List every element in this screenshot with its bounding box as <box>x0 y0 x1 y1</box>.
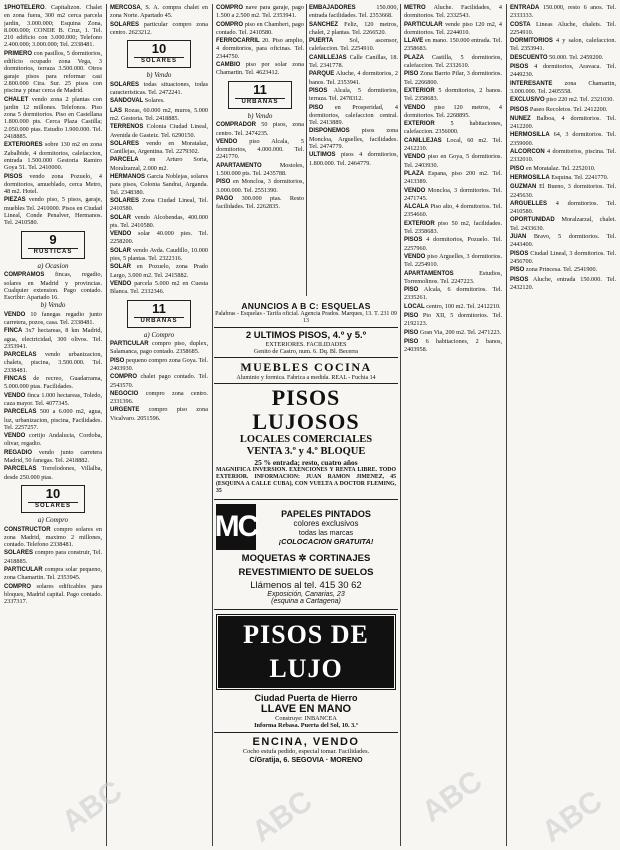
section-number: 11 <box>253 81 267 97</box>
classified-ad: PUERTA Sol, ascensor, calefaccion. Tel. 2254910. <box>309 37 398 53</box>
classified-ad: FINCAS de recreo, Guadarrama, 5.000.000 ptas. Facilidades. <box>4 375 102 391</box>
classified-ad: PISOS Aluche, entrada 150.000. Tel. 2432120. <box>510 275 616 291</box>
classified-ad: HERMANOS Garcia Noblejas, solares para pisos, Colonia Sandrai, Arganda. Tel. 2348380. <box>110 173 208 196</box>
classified-ad: SOLARES vendo en Moratalaz, Canillejas, Argentina. Tel. 2279302. <box>110 139 208 156</box>
section-number: 10 <box>151 41 167 57</box>
section-box-urbanas <box>228 81 292 109</box>
column-2 <box>110 4 208 849</box>
ad-text: Cocho estufa pedido, especial tomar. Facilidades. <box>242 748 370 755</box>
col4-list <box>309 4 398 167</box>
classified-ad: PIEZAS vendo piso, 5 pisos, garaje, muebles Tel. 2410000. Pisos en Ciudad Lineal, Conde Penalver, Hermanos. Tel. 2410580. <box>4 196 102 227</box>
classified-ad: JUAN Bravo, 5 dormitorios. Tel. 2443400. <box>510 233 616 249</box>
ad-line: 25 % entrada; resto, cuatro años <box>254 458 358 467</box>
classified-ad: COSTA Lineas Aluche, chalets. Tel. 2254910. <box>510 20 616 36</box>
ad-text: Genito de Castro, num. 6. Dq. Bl. Becerra <box>253 348 359 355</box>
classified-ad: SOLARES Zona Ciudad Lineal, Tel. 2410580. <box>110 196 208 213</box>
ad-line: todas las marcas <box>298 527 354 537</box>
ad-phone: Llámenos al tel. 415 30 62 <box>250 580 362 591</box>
ad-encina <box>214 733 398 767</box>
classified-ad: SOLARES compro para construir, Tel. 2418885. <box>4 549 102 565</box>
watermark: ABC <box>536 784 609 849</box>
section-number: 11 <box>152 300 166 316</box>
classified-ad: PISO en Moratalaz. Tel. 2252010. <box>510 164 596 172</box>
classified-ad: b) Vendo <box>247 111 273 120</box>
classified-ad: PARCELAS 500 a 6.000 m2, agua, luz, urbanizacion, piscina, Facilidades. Tel. 2257257. <box>4 408 102 431</box>
classified-ad: VENDO Moncloa, 3 dormitorios. Tel. 2471745. <box>404 186 502 202</box>
classified-ad: EXTERIOR 5 dormitorios, 2 banos. Tel. 2358683. <box>404 86 502 103</box>
col3-urbanas-list <box>216 113 304 211</box>
col6-list <box>510 4 616 291</box>
ad-headline: ENCINA, VENDO <box>252 736 360 748</box>
section-box-solares <box>127 40 191 68</box>
column-3 <box>216 4 304 296</box>
classified-ad: ALCORCON 4 dormitorios, piscina. Tel. 2332010. <box>510 148 616 164</box>
classified-ad: COMPRO piso en Chamberi, pago contado. Tel. 2410580. <box>216 20 304 36</box>
ad-headline: 2 ULTIMOS PISOS, 4.º y 5.º <box>245 330 367 341</box>
ad-ultimos-pisos <box>214 328 398 358</box>
classified-ad: COMPRO nave para garaje, pago 1.500 a 2.500 m2. Tel. 2353941. <box>216 4 304 20</box>
section-box-solares <box>21 485 85 513</box>
classified-ad: SOLAR vendo Alcobendas, 400.000 pts. Tel. 2410580. <box>110 213 208 229</box>
ad-line: REVESTIMIENTO DE SUELOS <box>238 567 374 578</box>
col2-top-list <box>110 4 208 36</box>
watermark: ABC <box>416 764 489 829</box>
classified-ad: MERCOSA, S. A. compra chalet en zona Norte. Apartado 45. <box>110 4 208 20</box>
column-divider <box>106 4 107 846</box>
classified-ad: METRO Aluche. Facilidades, 4 dormitorios. Tel. 2332543. <box>404 4 502 20</box>
classified-ad: PARQUE Aluche, 4 dormitorios, 2 banos. Tel. 2353941. <box>309 70 398 86</box>
classified-ad: PARTICULAR vende piso 120 m2, 4 dormitorios. Tel. 2244010. <box>404 20 502 36</box>
classified-ad: APARTAMENTO Mostoles, 1.500.000 pts. Tel. 2435788. <box>216 161 304 178</box>
classified-ad: PISOS vendo zona Pozuelo, 4 dormitorios, amueblado, cerca Metro, 48 m2. Hotel. <box>4 172 102 196</box>
classified-ad: CANILLEJAS Calle Canillas, 18. Tel. 2341778. <box>309 53 398 70</box>
classified-ad: URGENTE compro piso zona Vicalvaro. 2051596. <box>110 406 208 422</box>
classified-ad: VENDO piso Arguelles, 3 dormitorios. Tel. 2254910. <box>404 252 502 269</box>
ad-line: MOQUETAS ✲ CORTINAJES <box>241 553 371 564</box>
classified-ad: VENDO cortijo Andalucia, Cordoba, olivar, regadio. <box>4 432 102 448</box>
classified-ad: DORMITORIOS 4 y salon, calefaccion. Tel. 2353941. <box>510 37 616 53</box>
classified-ad: EXTERIORES sobre 130 m2 en zona Zabalbide, 4 dormitorios, calefaccion, entrada 1.500.000 Gestoria Ramiro Goya 51. Tel. 2410000. <box>4 141 102 172</box>
classified-ad: HERMOSILLA 64, 3 dormitorios. Tel. 2359000. <box>510 131 616 147</box>
classified-ad: ALCALA Piso alto, 4 dormitorios. Tel. 2354660. <box>404 203 502 219</box>
classified-ad: VENDO 10 fanegas regadio junto carretera, pozos, casa. Tel. 2338481. <box>4 310 102 326</box>
classified-ad: PISOS Ciudad Lineal, 3 dormitorios. Tel. 2456700. <box>510 249 616 265</box>
section-number: 9 <box>49 231 57 247</box>
classified-ad: PISO zona Princesa. Tel. 2541900. <box>510 266 598 274</box>
section-label: SOLARES <box>28 502 78 510</box>
column-1 <box>4 4 102 849</box>
ad-pisos-lujosos <box>214 384 398 500</box>
classified-ad: SOLAR vendo Avda. Caudillo, 10.000 pies, 5 plantas. Tel. 2322316. <box>110 246 208 263</box>
ad-address: (esquina a Cartagena) <box>271 598 341 605</box>
classified-ad: PARCELAS Torrelodones, Villalba, desde 250.000 ptas. <box>4 465 102 481</box>
col3-top-list <box>216 4 304 77</box>
classified-ad: EXTERIOR piso 50 m2, facilidades. Tel. 2358683. <box>404 219 502 236</box>
section-number: 10 <box>45 485 61 501</box>
classified-ad: COMPRADOR 50 pisos, zona centro. Tel. 2474235. <box>216 121 304 137</box>
classified-ad: HERMOSILLA Esquina. Tel. 2241770. <box>510 173 609 181</box>
ad-mc-header <box>216 504 396 550</box>
classified-ad: b) Vendo <box>146 71 172 80</box>
ad-headline: MUEBLES COCINA <box>240 360 372 374</box>
classified-ad: VENDO finca 1.000 hectareas, Toledo, caza mayor. Tel. 4077345. <box>4 391 102 407</box>
classified-ad: SANCHEZ Feliz, 120 metros, chalet, 2 plantas. Tel. 2266520. <box>309 20 398 36</box>
column-4 <box>309 4 398 296</box>
classified-ad: PRIMERO con pasillos, 5 dormitorios, edificio ocupado zona Vega, 3 dormitorios, terraza 3.500.000. Otros garaje pisos para reformar casi 2.800.000 Ctra. Sur. 25 pisos con piscina y pinar cerca de Madrid. <box>4 49 102 95</box>
classified-ad: PISOS Paseo Recoletos. Tel. 2412200. <box>510 105 608 113</box>
classified-ad: NUNEZ Balboa, 4 dormitorios. Tel. 2412200. <box>510 114 616 131</box>
classified-ad: PLAZA Castilla, 5 dormitorios, calefaccion. Tel. 2332610. <box>404 53 502 70</box>
classified-ad: LAS Rozas, 60.000 m2, muros, 5.000 m2. Gestoria. Tel. 2418885. <box>110 106 208 122</box>
classified-ad: a) Ocasion <box>37 261 69 270</box>
classified-ad: PISO Pio XII, 5 dormitorios. Tel. 2192123. <box>404 311 502 328</box>
column-divider <box>506 4 507 846</box>
classified-ad: PISO 6 habitaciones, 2 banos, 2403958. <box>404 337 502 354</box>
classified-ad: PISO en Moncloa, 3 dormitorios, 3.000.000. Tel. 2551390. <box>216 178 304 194</box>
classified-ad: INTERESANTE zona Chamartin, 3.000.000. Tel. 2405558. <box>510 79 616 95</box>
classified-ad: CHALET vendo zona 2 plantas con jardin 12 millones. Telefonos. Piso zona 5 dormitorios. Piso en Castellana 1.800.000 pts. Cerca Plaza Castilla; 2.050.000 ptas. Estudio 1.900.000. Tel. 2418885. <box>4 95 102 141</box>
ad-text: Aluminio y formica. Fabrica a medida. REAL - Fuchia 14 <box>236 375 376 381</box>
classified-ad: COMPRAMOS fincas, regadio, solares en Madrid y provincias. Cualquier extension. Pago contado. Escribir: Apartado 16. <box>4 271 102 302</box>
col1-rusticas-list <box>4 263 102 481</box>
ad-line: LLAVE EN MANO <box>260 703 352 715</box>
mc-logo: MC <box>216 504 256 550</box>
ad-line: LOCALES COMERCIALES <box>239 434 373 445</box>
classified-ad: 1PHOTELERO. Capitalizon. Chalet en zona fuera, 300 m2 cerca parcela jardin, 3.000.000; Esquina Zona, 8.000.000; CONDE B. Cruz, 1. Tel. 210 edificio con 3.000.000; Telefono 2.400.000; 3.000.000; Tel. 2338481. <box>4 4 102 49</box>
ad-headline: PISOS LUJOSOS <box>252 385 360 434</box>
classified-ad: FERROCARRIL 20. Piso amplio, 4 dormitorios, para oficinas. Tel. 2344750. <box>216 37 304 60</box>
classified-ad: LOCAL centro, 100 m2. Tel. 2412210. <box>404 302 501 310</box>
ad-text: C/Gratija, 6. SEGOVIA · MORENO <box>249 755 363 764</box>
section-label: URBANAS <box>235 98 285 106</box>
ad-papeles-pintados <box>214 500 398 610</box>
classified-ad: ARGUELLES 4 dormitorios. Tel. 2410580. <box>510 199 616 216</box>
classified-ad: PARCELA en Arturo Soria, Moralzarzal, 2.000 m2. <box>110 156 208 172</box>
classified-ad: PISOS Alcala, 5 dormitorios, terraza. Tel. 2478312. <box>309 86 398 103</box>
ad-line: Construye: INBANCEA <box>275 715 337 722</box>
classified-ad: PISO Alcala, 6 dormitorios. Tel. 2335261. <box>404 286 502 302</box>
display-ads <box>214 300 398 847</box>
classified-ad: b) Vendo <box>40 301 66 310</box>
classified-ad: DESCUENTO 50.000. Tel. 2459200. <box>510 53 604 61</box>
ad-line: Ciudad Puerta de Hierro <box>254 693 358 703</box>
classified-ad: TERRENOS Colonia Ciudad Lineal, Avenida de Gasteiz. Tel. 6290150. <box>110 123 208 139</box>
column-divider <box>212 4 213 846</box>
classified-ad: PARCELAS vendo urbanizacion, chalets, piscina, 3.500.000. Tel. 2338481. <box>4 351 102 374</box>
ad-line: VENTA 3.º y 4.º BLOQUE <box>246 446 366 457</box>
ad-line: ¡COLOCACION GRATUITA! <box>278 536 374 546</box>
watermark: ABC <box>56 774 129 839</box>
classified-ad: COMPRO chalet pago contado. Tel. 2543570. <box>110 373 208 389</box>
col1-solares-list <box>4 517 102 605</box>
classified-ad: PISOS 4 dormitorios, Pozuelo. Tel. 2257960. <box>404 236 502 252</box>
col5-list <box>404 4 502 353</box>
section-label: SOLARES <box>134 57 184 65</box>
classified-ad: PARTICULAR compra solar pequeno, zona Chamartin. Tel. 2353945. <box>4 566 102 582</box>
classified-ad: SOLAR en Pozuelo, zona Prado Largo, 3.000 m2. Tel. 2415882. <box>110 263 208 279</box>
ad-text: Palabras - Esquelas - Tarifa oficial. Agencia Prados. Marques, 13. T. 231 09 13 <box>215 311 397 324</box>
col2-urbanas-list <box>110 332 208 422</box>
classified-ad: PAGO 300.000 ptas. Resto facilidades. Tel. 2262835. <box>216 194 304 211</box>
classified-ad: a) Compro <box>143 330 175 339</box>
ad-text: EXTERIORES. FACILIDADES <box>265 341 347 348</box>
ad-line: colores exclusivos <box>293 518 359 528</box>
classified-ad: EMBAJADORES 150.000, entrada facilidades. Tel. 2353668. <box>309 4 398 20</box>
ad-muebles-cocina <box>214 358 398 384</box>
classified-ad: EXCLUSIVO piso 220 m2. Tel. 2321030. <box>510 96 614 104</box>
classified-ad: VENDO piso 120 metros, 4 dormitorios. Tel. 2268895. <box>404 103 502 119</box>
classified-ad: COMPRO solares edificables para bloques, Madrid capital. Pago contado. 2337317. <box>4 582 102 606</box>
col2-solares-list <box>110 72 208 295</box>
column-divider <box>306 4 307 296</box>
classified-ad: APARTAMENTOS Estudios, Torremolinos. Tel. 2247223. <box>404 269 502 285</box>
ad-body: MAGNIFICA INVERSION. EXENCIONES Y RENTA LIBRE. TODO EXTERIOR. INFORMACION: JUAN RAMON JIMENEZ, 45 (ESQUINA A CALLE CUBA), CON VUELTA A DOCTOR FLEMING, 35 <box>216 467 396 494</box>
classified-ad: a) Compro <box>37 516 69 525</box>
classified-ad: VENDO piso Alcala, 5 dormitorios, 4.000.000. Tel. 2241770. <box>216 137 304 161</box>
section-box-rusticas <box>21 231 85 259</box>
classified-ad: SOLARES particular compro zona centro. 2623212. <box>110 20 208 36</box>
classified-ad: CANILLEJAS Local, 60 m2. Tel. 2412210. <box>404 136 502 153</box>
classified-ad: LLAVE en mano. 150.000 entrada. Tel. 2358683. <box>404 37 502 53</box>
col1-top-list <box>4 4 102 227</box>
classified-ad: VENDO piso en Goya, 5 dormitorios. Tel. 2403930. <box>404 153 502 169</box>
ad-headline: ANUNCIOS A B C: ESQUELAS <box>241 301 371 311</box>
classified-ad: CAMBIO piso por solar zona Chamartin. Tel. 4623412. <box>216 61 304 77</box>
classified-ad: VENDO parcela 5.000 m2 en Cuesta Blanca. Tel. 2332346. <box>110 279 208 296</box>
section-box-urbanas <box>127 300 191 328</box>
column-divider <box>400 4 401 846</box>
classified-ad: PISO pequeno compro zona Goya. Tel. 2403930. <box>110 356 208 372</box>
classified-ad: PISO Zona Barrio Pilar, 3 dormitorios. Tel. 2266800. <box>404 70 502 86</box>
classified-ad: PISO Gran Via, 200 m2. Tel. 2471223. <box>404 328 502 336</box>
classified-ad: REGADIO vendo junto carretera Madrid, 50 fanegas. Tel. 2418882. <box>4 448 102 465</box>
classified-ad: SANDOVAL Solares. <box>110 97 165 105</box>
ad-esquelas <box>214 300 398 328</box>
classified-ad: NEGOCIO compro zona centro. 2331396. <box>110 389 208 406</box>
column-5 <box>404 4 502 849</box>
classified-ad: EXTERIOR 5 habitaciones, calefaccion. 2356000. <box>404 120 502 136</box>
classified-ad: VENDO solar 40.000 pies. Tel. 2258200. <box>110 230 208 246</box>
classified-ad: ENTRADA 150.000, resto 6 anos. Tel. 2333333. <box>510 4 616 20</box>
classified-ad: PISO en Prosperidad, 4 dormitorios, calefaccion central. Tel. 2413889. <box>309 103 398 127</box>
classified-ad: FINCA 3x7 hectareas, 8 km Madrid, agua, electricidad, 300 olivos. Tel. 2353941. <box>4 327 102 350</box>
classified-ad: GUZMAN El Bueno, 3 dormitorios. Tel. 2245630. <box>510 183 616 199</box>
mc-text <box>256 509 396 546</box>
section-label: RUSTICAS <box>28 248 78 256</box>
classified-ad: ULTIMOS pisos 4 dormitorios, 1.800.000. Tel. 2464779. <box>309 151 398 167</box>
classified-ad: DISPONEMOS pisos zona Moncloa, Arguelles, facilidades. Tel. 2474779. <box>309 127 398 151</box>
classified-ad: PARTICULAR compro piso, duplex, Salamanca, pago contado. 2358685. <box>110 340 208 356</box>
ad-headline: PAPELES PINTADOS <box>281 508 371 519</box>
classified-ad: CONSTRUCTOR compro solares en zona Madrid, maximo 2 millones, contado. Telefono 2338481. <box>4 525 102 549</box>
ad-pisos-de-lujo <box>214 610 398 733</box>
ad-address: Exposición, Canarias, 23 <box>267 591 345 598</box>
classified-ad: SOLARES todas situaciones, todas caracteristicas. Tel. 2472241. <box>110 80 208 97</box>
ad-line: Informa Rebasa. Puerta del Sol, 10. 3.º <box>254 722 358 729</box>
watermark: ABC <box>246 784 319 849</box>
classified-ad: PISOS 4 dormitorios, Aravaca. Tel. 2449230. <box>510 63 616 79</box>
ad-banner: PISOS DE LUJO <box>218 616 394 688</box>
column-6 <box>510 4 616 849</box>
classified-ad: PLAZA Espana, piso 200 m2. Tel. 2413389. <box>404 169 502 186</box>
section-label: URBANAS <box>134 317 184 325</box>
classified-ad: OPORTUNIDAD Moralzarzal, chalet. Tel. 2433630. <box>510 216 616 232</box>
